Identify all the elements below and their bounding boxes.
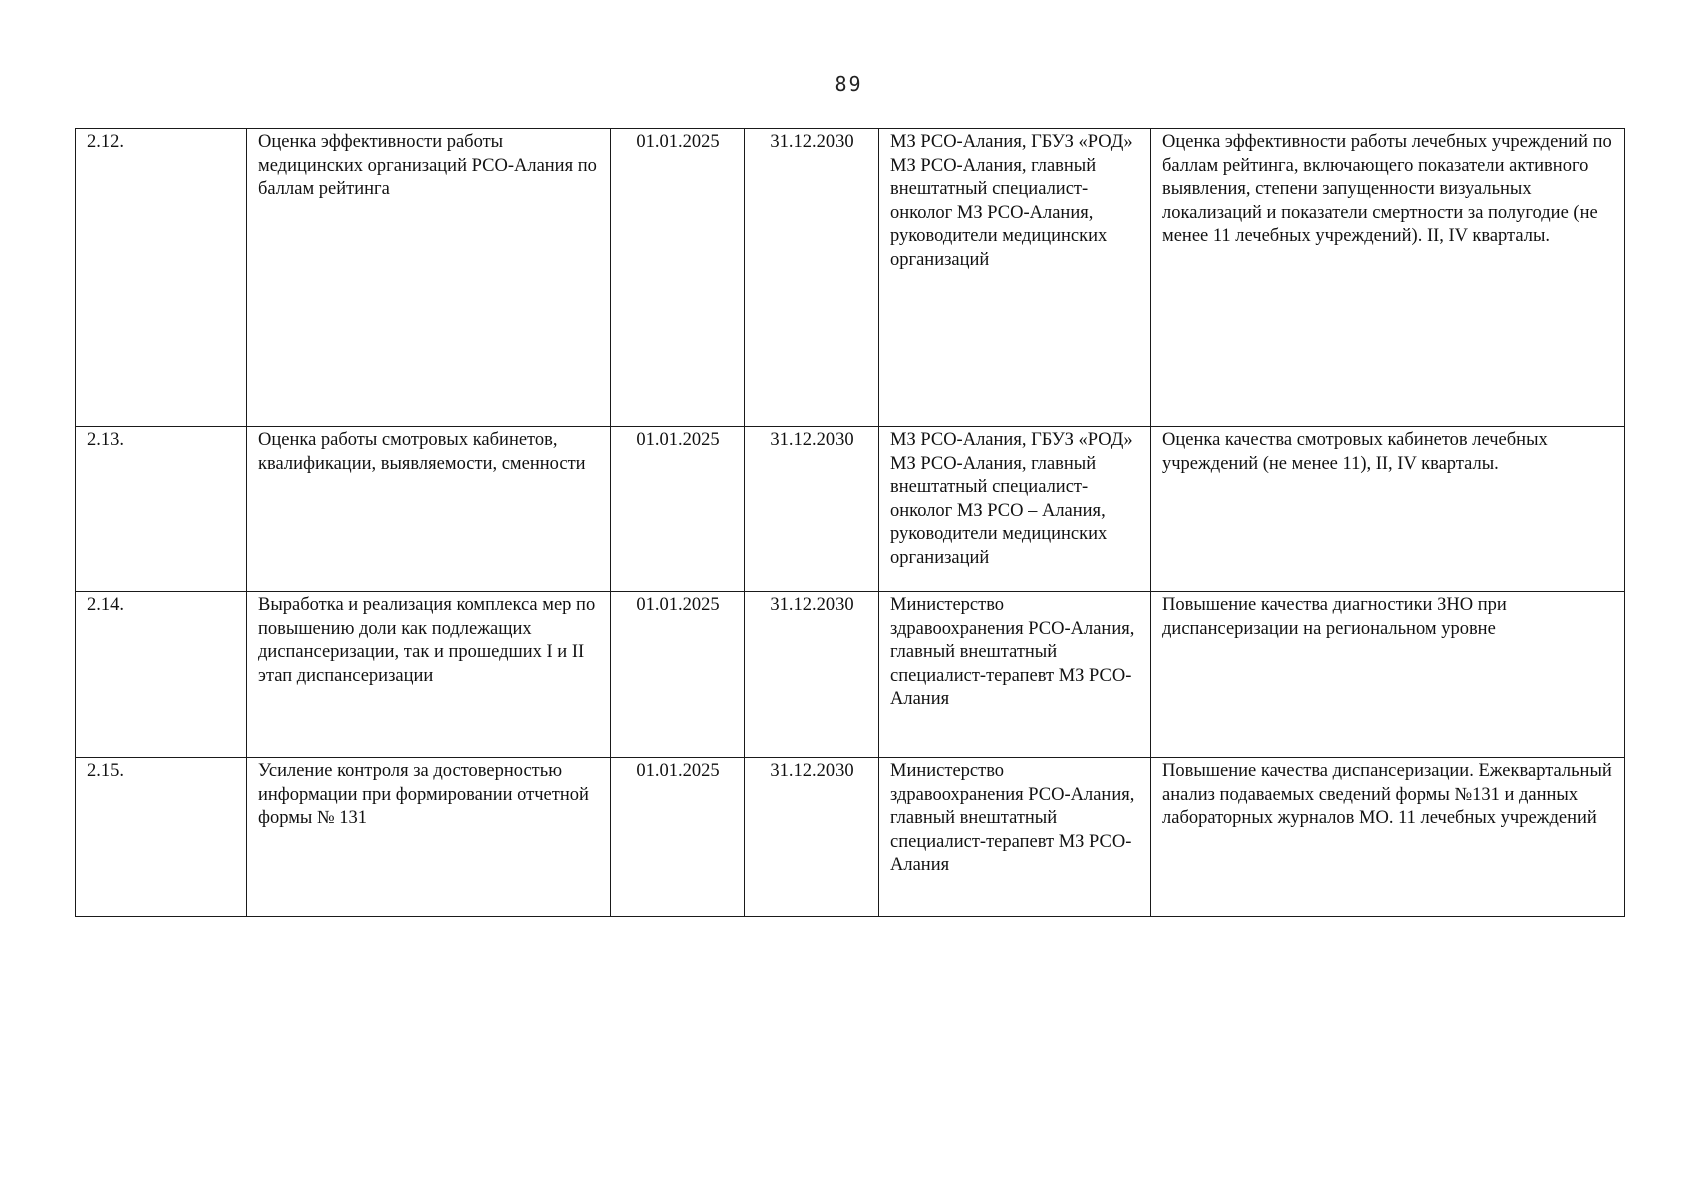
start-date: 01.01.2025 [611, 129, 745, 427]
activity-cell: Оценка эффективности работы медицинских организаций РСО-Алания по баллам рейтинга [247, 129, 611, 427]
table-row [76, 129, 1625, 427]
table-row [76, 592, 1625, 758]
responsible-cell: Министерство здравоохранения РСО-Алания, главный внештатный специалист-терапевт МЗ РСО-Алания [879, 592, 1151, 758]
activity-cell: Оценка работы смотровых кабинетов, квалификации, выявляемости, сменности [247, 427, 611, 592]
responsible-cell: Министерство здравоохранения РСО-Алания, главный внештатный специалист-терапевт МЗ РСО-Алания [879, 758, 1151, 917]
item-number: 2.14. [76, 592, 247, 758]
result-cell: Оценка эффективности работы лечебных учреждений по баллам рейтинга, включающего показатели активного выявления, степени запущенности визуальных локализаций и показатели смертности за полугодие (не менее 11 лечебных учреждений). II, IV кварталы. [1151, 129, 1625, 427]
end-date: 31.12.2030 [745, 427, 879, 592]
item-number: 2.12. [76, 129, 247, 427]
result-cell: Повышение качества диспансеризации. Ежеквартальный анализ подаваемых сведений формы №131 и данных лабораторных журналов МО. 11 лечебных учреждений [1151, 758, 1625, 917]
table-row [76, 427, 1625, 592]
end-date: 31.12.2030 [745, 592, 879, 758]
page-number: 89 [834, 72, 863, 96]
item-number: 2.13. [76, 427, 247, 592]
item-number: 2.15. [76, 758, 247, 917]
end-date: 31.12.2030 [745, 129, 879, 427]
responsible-cell: МЗ РСО-Алания, ГБУЗ «РОД» МЗ РСО-Алания, главный внештатный специалист-онколог МЗ РСО – Алания, руководители медицинских организаций [879, 427, 1151, 592]
result-cell: Оценка качества смотровых кабинетов лечебных учреждений (не менее 11), II, IV кварталы. [1151, 427, 1625, 592]
start-date: 01.01.2025 [611, 592, 745, 758]
activity-cell: Выработка и реализация комплекса мер по повышению доли как подлежащих диспансеризации, так и прошедших I и II этап диспансеризации [247, 592, 611, 758]
end-date: 31.12.2030 [745, 758, 879, 917]
table-row [76, 758, 1625, 917]
plan-table [75, 128, 1625, 917]
responsible-cell: МЗ РСО-Алания, ГБУЗ «РОД» МЗ РСО-Алания, главный внештатный специалист-онколог МЗ РСО-Алания, руководители медицинских организаций [879, 129, 1151, 427]
start-date: 01.01.2025 [611, 427, 745, 592]
result-cell: Повышение качества диагностики ЗНО при диспансеризации на региональном уровне [1151, 592, 1625, 758]
start-date: 01.01.2025 [611, 758, 745, 917]
activity-cell: Усиление контроля за достоверностью информации при формировании отчетной формы № 131 [247, 758, 611, 917]
